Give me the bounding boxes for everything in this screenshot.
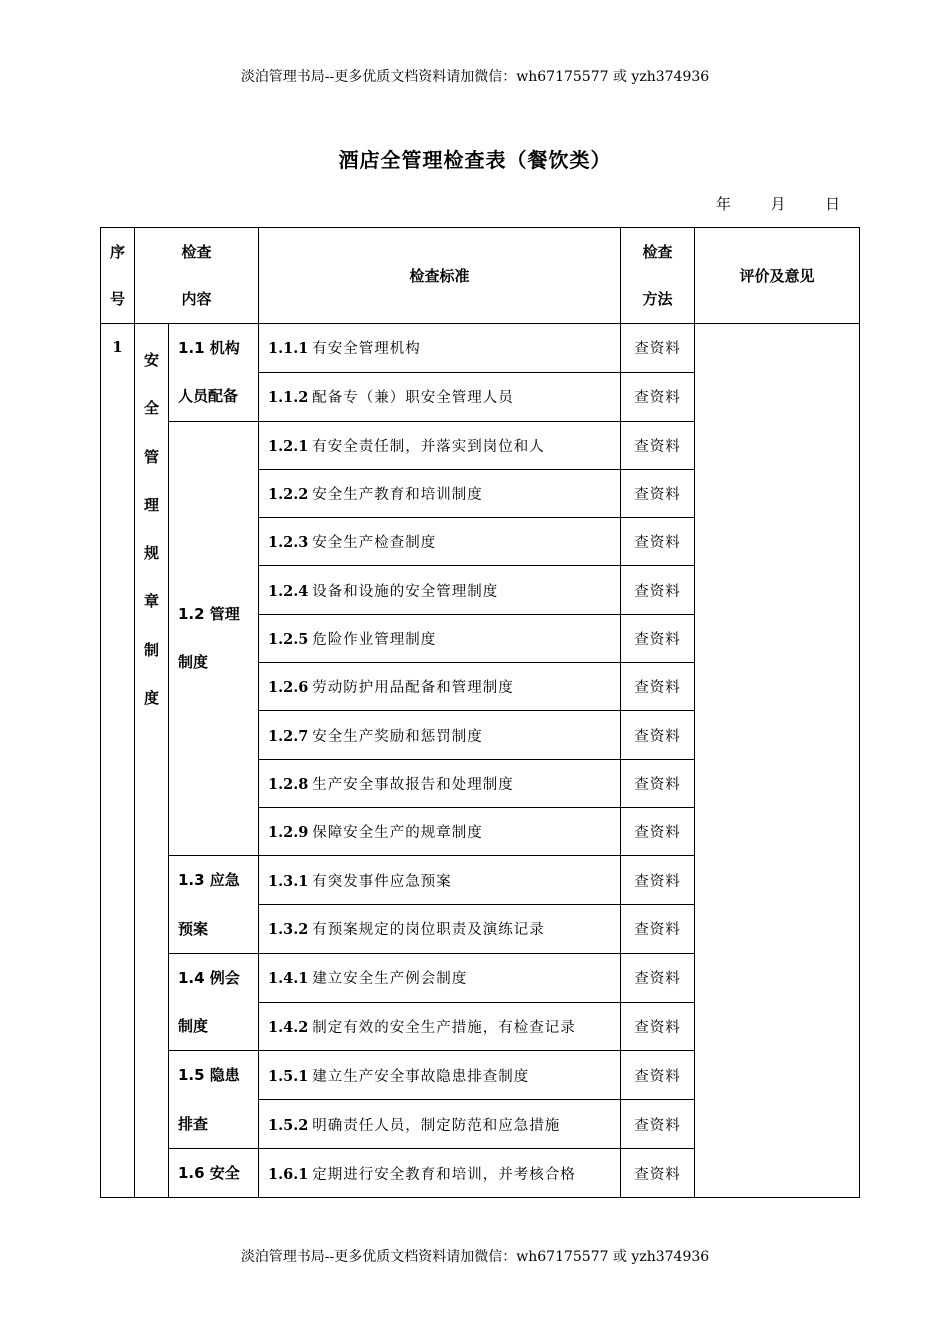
inspection-table <box>100 227 860 1198</box>
table-row <box>101 324 860 373</box>
method-cell: 查资料 <box>621 759 695 807</box>
standard-code: 1.2.1 <box>268 437 309 455</box>
standard-code: 1.2.8 <box>268 775 309 793</box>
standard-cell <box>259 856 621 905</box>
category-char: 安 <box>143 351 159 369</box>
method-cell: 查资料 <box>621 518 695 566</box>
category-char: 全 <box>143 399 159 418</box>
subcategory-label: 1.1 机构人员配备 <box>169 324 259 422</box>
standard-cell <box>259 469 621 517</box>
category-char: 规 <box>143 544 159 563</box>
standard-text: 有突发事件应急预案 <box>312 873 452 890</box>
standard-text: 定期进行安全教育和培训，并考核合格 <box>312 1166 576 1183</box>
section-number: 1 <box>101 324 135 1198</box>
category-char: 制 <box>143 640 159 659</box>
standard-text: 有安全管理机构 <box>312 341 421 358</box>
date-line <box>716 193 840 214</box>
standard-cell <box>259 663 621 711</box>
standard-code: 1.4.2 <box>268 1019 309 1037</box>
header-method: 检查 方法 <box>621 228 695 324</box>
standard-cell <box>259 953 621 1002</box>
method-cell: 查资料 <box>621 1149 695 1198</box>
header-content: 检查 内容 <box>135 228 259 324</box>
standard-text: 制定有效的安全生产措施，有检查记录 <box>312 1020 576 1037</box>
method-cell: 查资料 <box>621 614 695 662</box>
subcategory-label: 1.5 隐患排查 <box>169 1051 259 1149</box>
standard-text: 配备专（兼）职安全管理人员 <box>312 390 514 407</box>
date-day-label: 日 <box>825 195 841 213</box>
standard-text: 保障安全生产的规章制度 <box>312 825 483 842</box>
standard-code: 1.3.2 <box>268 921 309 939</box>
standard-code: 1.2.4 <box>268 582 309 600</box>
date-month-label: 月 <box>770 195 786 213</box>
standard-code: 1.4.1 <box>268 970 309 988</box>
page-header-note: 淡泊管理书局--更多优质文档资料请加微信：wh67175577 或 yzh374936 <box>240 69 710 85</box>
standard-code: 1.2.2 <box>268 486 309 504</box>
method-cell: 查资料 <box>621 1051 695 1100</box>
category-char: 管 <box>143 447 159 466</box>
page-footer-note: 淡泊管理书局--更多优质文档资料请加微信：wh67175577 或 yzh374936 <box>240 1249 710 1265</box>
standard-cell <box>259 1051 621 1100</box>
standard-code: 1.1.2 <box>268 389 309 407</box>
standard-code: 1.1.1 <box>268 340 309 358</box>
standard-cell <box>259 421 621 469</box>
method-cell: 查资料 <box>621 566 695 614</box>
method-cell: 查资料 <box>621 421 695 469</box>
page-title: 酒店全管理检查表（餐饮类） <box>338 148 612 172</box>
method-cell: 查资料 <box>621 1100 695 1149</box>
method-cell: 查资料 <box>621 807 695 855</box>
standard-code: 1.5.2 <box>268 1116 309 1134</box>
table-header-row <box>101 228 860 324</box>
subcategory-label: 1.3 应急预案 <box>169 856 259 954</box>
category-char: 度 <box>143 689 159 708</box>
evaluation-cell[interactable] <box>695 324 860 1198</box>
standard-text: 危险作业管理制度 <box>312 631 437 648</box>
standard-cell <box>259 614 621 662</box>
header-seq: 序 号 <box>101 228 135 324</box>
standard-text: 安全生产教育和培训制度 <box>312 487 483 504</box>
standard-cell <box>259 807 621 855</box>
standard-text: 明确责任人员，制定防范和应急措施 <box>312 1117 561 1134</box>
standard-cell <box>259 372 621 421</box>
standard-code: 1.6.1 <box>268 1165 309 1183</box>
subcategory-label: 1.4 例会制度 <box>169 953 259 1051</box>
standard-text: 生产安全事故报告和处理制度 <box>312 776 514 793</box>
standard-cell <box>259 905 621 954</box>
standard-cell <box>259 1149 621 1198</box>
standard-cell <box>259 324 621 373</box>
standard-code: 1.5.1 <box>268 1067 309 1085</box>
standard-text: 设备和设施的安全管理制度 <box>312 583 499 600</box>
method-cell: 查资料 <box>621 953 695 1002</box>
method-cell: 查资料 <box>621 469 695 517</box>
standard-cell <box>259 1100 621 1149</box>
method-cell: 查资料 <box>621 663 695 711</box>
standard-cell <box>259 518 621 566</box>
category-char: 理 <box>143 495 159 514</box>
standard-text: 劳动防护用品配备和管理制度 <box>312 680 514 697</box>
method-cell: 查资料 <box>621 856 695 905</box>
standard-cell <box>259 759 621 807</box>
standard-code: 1.2.6 <box>268 679 309 697</box>
standard-text: 建立生产安全事故隐患排查制度 <box>312 1068 530 1085</box>
header-standard: 检查标准 <box>259 228 621 324</box>
standard-text: 建立安全生产例会制度 <box>312 971 468 988</box>
subcategory-label: 1.2 管理制度 <box>169 421 259 856</box>
standard-code: 1.2.5 <box>268 630 309 648</box>
standard-text: 安全生产检查制度 <box>312 535 437 552</box>
method-cell: 查资料 <box>621 372 695 421</box>
method-cell: 查资料 <box>621 324 695 373</box>
date-year-label: 年 <box>716 195 732 213</box>
standard-text: 有安全责任制，并落实到岗位和人 <box>312 438 545 455</box>
standard-code: 1.2.9 <box>268 824 309 842</box>
standard-cell <box>259 711 621 759</box>
standard-cell <box>259 1002 621 1051</box>
subcategory-label: 1.6 安全 <box>169 1149 259 1198</box>
method-cell: 查资料 <box>621 711 695 759</box>
method-cell: 查资料 <box>621 905 695 954</box>
method-cell: 查资料 <box>621 1002 695 1051</box>
standard-code: 1.2.3 <box>268 534 309 552</box>
header-evaluation: 评价及意见 <box>695 228 860 324</box>
standard-code: 1.2.7 <box>268 727 309 745</box>
standard-text: 有预案规定的岗位职责及演练记录 <box>312 922 545 939</box>
standard-text: 安全生产奖励和惩罚制度 <box>312 728 483 745</box>
standard-code: 1.3.1 <box>268 872 309 890</box>
standard-cell <box>259 566 621 614</box>
category-char: 章 <box>143 592 159 611</box>
section-category <box>135 324 169 1198</box>
